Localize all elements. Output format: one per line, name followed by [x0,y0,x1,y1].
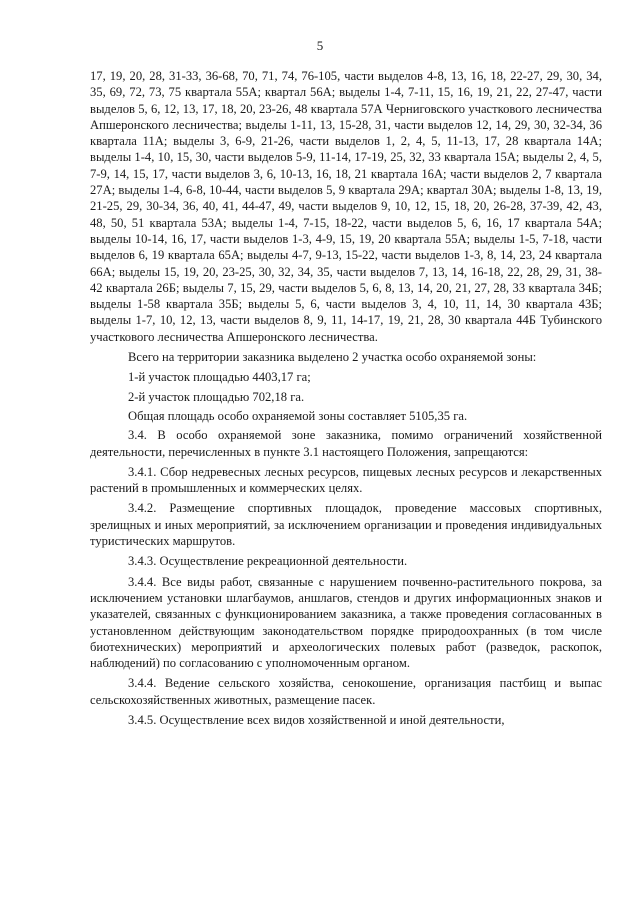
paragraph-forest-plots-list: 17, 19, 20, 28, 31-33, 36-68, 70, 71, 74, 76-105, части выделов 4-8, 13, 16, 18, 22-27, 29, 30, 34, 35, 69, 72, 73, 75 квартала 55А; квартал 56А; выделы 1-4, 7-11, 15, 16, 19, 21, 22, 27-47, части выделов 5, 6, 12, 13, 17, 18, 20, 23-26, 48 квартала 57А Черниговского участкового лесничества Апшеронского лесничества; выделы 1-11, 13, 15-28, 31, части выделов 12, 14, 29, 30, 32-34, 36 квартала 11А; выделы 3, 6-9, 21-26, части выделов 1, 2, 4, 5, 11-13, 17, 28 квартала 14А; выделы 1-4, 10, 15, 30, части выделов 5-9, 11-14, 17-19, 25, 32, 33 квартала 15А; выделы 2, 4, 5, 7-9, 14, 15, 17, части выделов 3, 6, 10-13, 16, 18, 21 квартала 16А; части выделов 2, 7 квартала 27А; выделы 1-4, 6-8, 10-44, части выделов 5, 9 квартала 29А; квартал 30А; выделы 1-8, 13, 19, 21-25, 29, 30-34, 36, 40, 41, 44-47, 49, части выделов 9, 10, 12, 15, 18, 20, 26-28, 37-39, 42, 43, 48, 50, 51 квартала 53А; выделы 1-4, 7-15, 18-22, части выделов 5, 6, 16, 17 квартала 54А; выделы 10-14, 16, 17, части выделов 1-3, 4-9, 15, 19, 20 квартала 55А; выделы 1-5, 7-18, части выделов 6, 19 квартала 65А; выделы 4-7, 9-13, 15-22, части выделов 1-3, 8, 14, 23, 24 квартала 66А; выделы 15, 19, 20, 23-25, 30, 32, 34, 35, части выделов 7, 13, 14, 16-18, 22, 28, 29, 31, 38-42 квартала 26Б; выделы 7, 15, 29, части выделов 5, 6, 8, 13, 14, 20, 21, 27, 28, 33 квартала 34Б; выделы 1-58 квартала 35Б; выделы 5, 6, части выделов 3, 4, 10, 11, 14, 30 квартала 43Б; выделы 1-7, 10, 12, 13, части выделов 8, 9, 11, 14-17, 19, 21, 28, 30 квартала 44Б Тубинского участкового лесничества Апшеронского лесничества. [90,69,602,344]
paragraph-total-area: Общая площадь особо охраняемой зоны составляет 5105,35 га. [128,408,468,423]
page-number: 5 [316,38,324,53]
paragraph-section-3-4-2: 3.4.2. Размещение спортивных площадок, проведение массовых спортивных, зрелищных и иных мероприятий, за исключением организации и проведения индивидуальных туристических маршрутов. [90,501,602,549]
paragraph-plot-1-area: 1-й участок площадью 4403,17 га; [128,370,311,385]
paragraph-section-3-4: 3.4. В особо охраняемой зоне заказника, помимо ограничений хозяйственной деятельности, перечисленных в пункте 3.1 настоящего Положения, запрещаются: [90,428,602,459]
paragraph-plot-2-area: 2-й участок площадью 702,18 га. [128,389,305,404]
paragraph-protected-zone-count: Всего на территории заказника выделено 2 участка особо охраняемой зоны: [128,350,537,365]
paragraph-section-3-4-4-works: 3.4.4. Все виды работ, связанные с нарушением почвенно-растительного покрова, за исключением установки шлагбаумов, аншлагов, стендов и других информационных знаков и указателей, связанных с функционированием заказника, а также проведения согласованных в установленном действующим законодательством порядке природоохранных (в том числе биотехнических) мероприятий и археологических полевых работ (разведок, раскопок, наблюдений) по согласованию с уполномоченным органом. [90,574,602,671]
paragraph-section-3-4-4-agriculture: 3.4.4. Ведение сельского хозяйства, сенокошение, организация пастбищ и выпас сельскохозяйственных животных, размещение пасек. [90,676,602,707]
paragraph-section-3-4-1: 3.4.1. Сбор недревесных лесных ресурсов, пищевых лесных ресурсов и лекарственных растений в промышленных и коммерческих целях. [90,464,602,496]
document-body [90,68,602,732]
paragraph-section-3-4-5: 3.4.5. Осуществление всех видов хозяйственной и иной деятельности, [128,712,505,727]
paragraph-section-3-4-3: 3.4.3. Осуществление рекреационной деятельности. [128,554,408,569]
